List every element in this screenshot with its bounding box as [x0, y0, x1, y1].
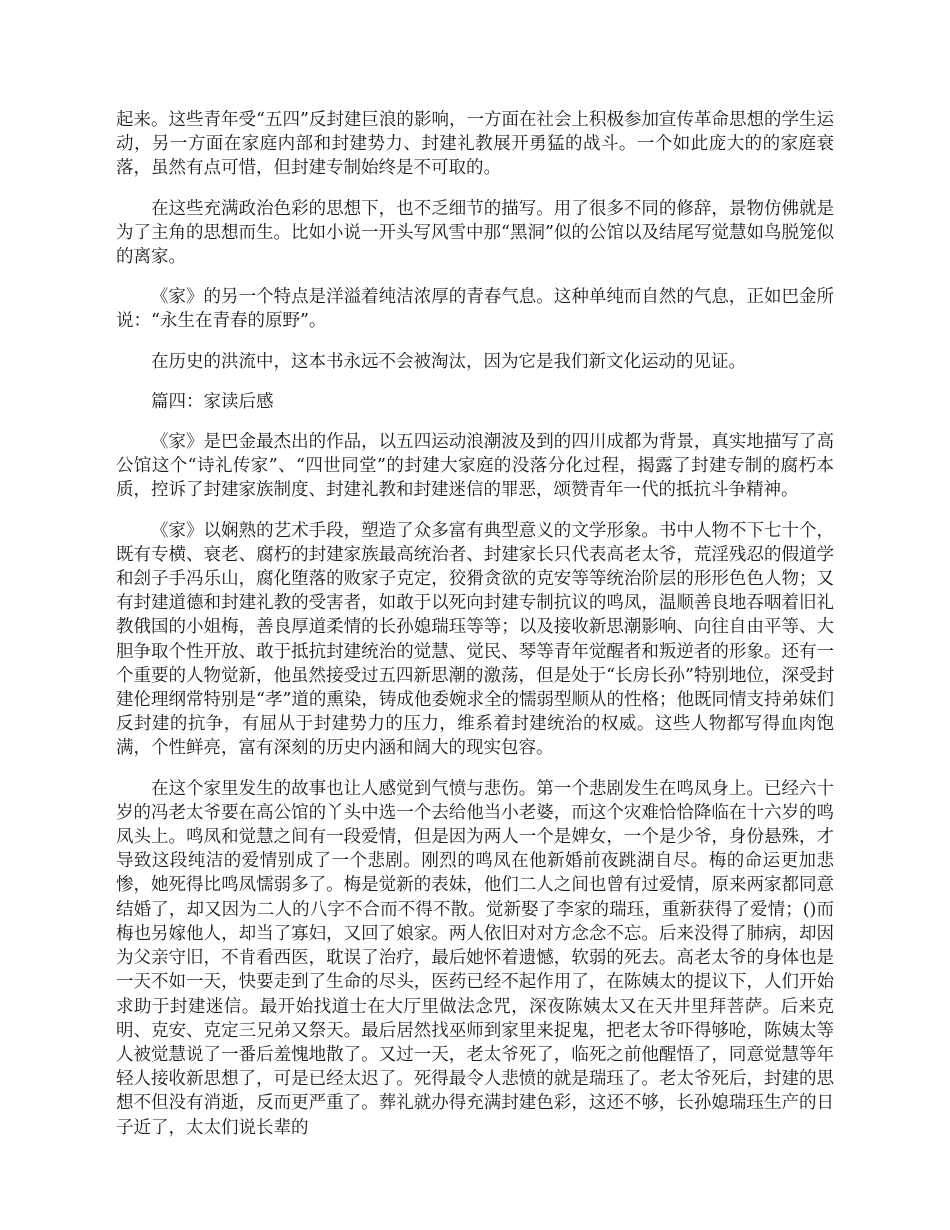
section-heading: 篇四：家读后感 [151, 391, 274, 412]
paragraph-youth-spirit: 《家》的另一个特点是洋溢着纯洁浓厚的青春气息。这种单纯而自然的气息，正如巴金所说：“永生在青春的原野”。 [116, 287, 834, 332]
paragraph-intro: 《家》是巴金最杰出的作品，以五四运动浪潮波及到的四川成都为背景，真实地描写了高公馆这个“诗礼传家”、“四世同堂”的封建大家庭的没落分化过程，揭露了封建专制的腐朽本质，控诉了封建家族制度、封建礼教和封建迷信的罪恶，颂赞青年一代的抵抗斗争精神。 [116, 432, 834, 501]
paragraph-characters: 《家》以娴熟的艺术手段，塑造了众多富有典型意义的文学形象。书中人物不下七十个，既有专横、衰老、腐朽的封建家族最高统治者、封建家长只代表高老太爷，荒淫残忍的假道学和刽子手冯乐山，腐化堕落的败家子克定，狡猾贪欲的克安等等统治阶层的形形色色人物；又有封建道德和封建礼教的受害者，如敢于以死向封建专制抗议的鸣凤，温顺善良地吞咽着旧礼教俄国的小姐梅，善良厚道柔情的长孙媳瑞珏等等；以及接收新思潮影响、向往自由平等、大胆争取个性开放、敢于抵抗封建统治的觉慧、觉民、琴等青年觉醒者和叛逆者的形象。还有一个重要的人物觉新，他虽然接受过五四新思潮的激荡，但是处于“长房长孙”特别地位，深受封建伦理纲常特别是“孝”道的熏染，铸成他委婉求全的懦弱型顺从的性格；他既同情支持弟妹们反封建的抗争，有屈从于封建势力的压力，维系着封建统治的权威。这些人物都写得血肉饱满，个性鲜亮，富有深刻的历史内涵和阔大的现实包容。 [116, 520, 834, 759]
paragraph-tragedies: 在这个家里发生的故事也让人感觉到气愤与悲伤。第一个悲剧发生在鸣凤身上。已经六十岁的冯老太爷要在高公馆的丫头中选一个去给他当小老婆，而这个灾难恰恰降临在十六岁的鸣凤头上。鸣凤和觉慧之间有一段爱情，但是因为两人一个是婢女，一个是少爷，身份悬殊，才导致这段纯洁的爱情别成了一个悲剧。刚烈的鸣凤在他新婚前夜跳湖自尽。梅的命运更加悲惨，她死得比鸣凤懦弱多了。梅是觉新的表妹，他们二人之间也曾有过爱情，原来两家都同意结婚了，却又因为二人的八字不合而不得不散。觉新娶了李家的瑞珏，重新获得了爱情；()而梅也另嫁他人，却当了寡妇，又回了娘家。两人依旧对对方念念不忘。后来没得了肺病，却因为父亲守旧，不肯看西医，耽误了治疗，最后她怀着遗憾，软弱的死去。高老太爷的身体也是一天不如一天，快要走到了生命的尽头，医药已经不起作用了，在陈姨太的提议下，人们开始求助于封建迷信。最开始找道士在大厅里做法念咒，深夜陈姨太又在天井里拜菩萨。后来克明、克安、克定三兄弟又祭天。最后居然找巫师到家里来捉鬼，把老太爷吓得够呛，陈姨太等人被觉慧说了一番后羞愧地散了。又过一天，老太爷死了，临死之前他醒悟了，同意觉慧等年轻人接收新思想了，可是已经太迟了。死得最令人悲愤的就是瑞珏了。老太爷死后，封建的思想不但没有消逝，反而更严重了。葬礼就办得充满封建色彩，这还不够，长孙媳瑞珏生产的日子近了，太太们说长辈的 [116, 778, 834, 1138]
paragraph-history: 在历史的洪流中，这本书永远不会被淘汰，因为它是我们新文化运动的见证。 [151, 351, 746, 372]
paragraph-continuation: 起来。这些青年受“五四”反封建巨浪的影响，一方面在社会上积极参加宣传革命思想的学生运动，另一方面在家庭内部和封建势力、封建礼教展开勇猛的战斗。一个如此庞大的的家庭衰落，虽然有点可惜，但封建专制始终是不可取的。 [116, 110, 834, 179]
paragraph-details: 在这些充满政治色彩的思想下，也不乏细节的描写。用了很多不同的修辞，景物仿佛就是为了主角的思想而生。比如小说一开头写风雪中那“黑洞”似的公馆以及结尾写觉慧如鸟脱笼似的离家。 [116, 198, 834, 268]
